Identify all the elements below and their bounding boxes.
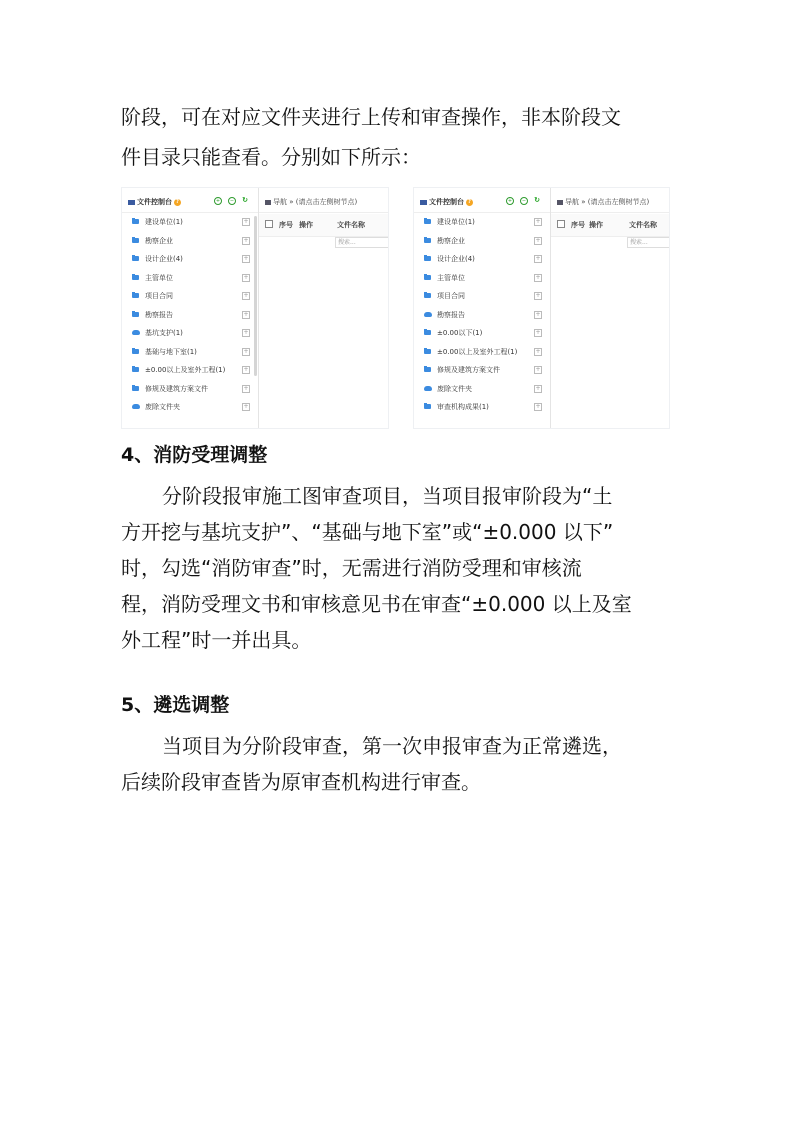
file-console-panel: [414, 188, 551, 428]
folder-icon: [424, 238, 431, 243]
folder-icon: [132, 312, 139, 317]
nav-label: 导航: [273, 198, 287, 206]
tree-item[interactable]: [122, 251, 258, 270]
file-console-panel: [122, 188, 259, 428]
tree-item[interactable]: [414, 214, 550, 233]
folder-icon: [424, 275, 431, 280]
folder-icon: [424, 404, 431, 409]
expand-node-icon[interactable]: +: [535, 273, 541, 281]
expand-node-icon[interactable]: +: [535, 218, 541, 225]
collapse-icon[interactable]: −: [521, 198, 527, 204]
expand-node-icon[interactable]: +: [535, 292, 541, 299]
help-icon[interactable]: ?: [466, 199, 473, 206]
expand-node-icon[interactable]: +: [243, 292, 249, 299]
tree-item[interactable]: [122, 307, 258, 326]
file-console-title-text: 文件控制台: [429, 198, 464, 206]
tree-item[interactable]: [122, 214, 258, 233]
section-4-line: 外工程”时一并出具。: [121, 628, 312, 652]
tree-item-label: 废除文件夹: [437, 384, 472, 393]
expand-node-icon[interactable]: +: [243, 347, 249, 355]
nav-icon: [265, 200, 271, 205]
tree-item-label: 基坑支护(1): [145, 329, 183, 337]
expand-node-icon[interactable]: +: [535, 347, 541, 355]
nav-label: 导航: [565, 198, 579, 206]
col-action: 操作: [589, 221, 603, 229]
file-list-panel: [259, 188, 388, 428]
file-console-title-text: 文件控制台: [137, 198, 172, 206]
tree-item[interactable]: [414, 251, 550, 270]
folder-icon: [424, 219, 431, 224]
refresh-icon[interactable]: ↻: [534, 196, 540, 204]
tree-item-label: 设计企业(4): [145, 255, 183, 263]
section-5-line: 后续阶段审查皆为原审查机构进行审查。: [121, 770, 481, 794]
cloud-icon: [132, 330, 140, 335]
tree-item[interactable]: [122, 325, 258, 344]
tree-item[interactable]: [414, 233, 550, 252]
expand-node-icon[interactable]: +: [243, 366, 249, 373]
tree-item[interactable]: [122, 344, 258, 363]
tree-item[interactable]: [414, 325, 550, 344]
section-4-body: [121, 478, 681, 658]
select-all-checkbox[interactable]: [265, 220, 273, 228]
collapse-icon[interactable]: −: [229, 198, 235, 204]
tree-item-label: ±0.00以下(1): [437, 329, 483, 337]
expand-node-icon[interactable]: +: [535, 329, 541, 336]
col-index: 序号: [571, 221, 585, 229]
tree-item-label: 项目合同: [437, 292, 465, 300]
folder-tree: [122, 214, 258, 418]
tree-item[interactable]: [122, 399, 258, 418]
scrollbar[interactable]: [254, 216, 257, 376]
expand-node-icon[interactable]: +: [243, 255, 249, 262]
tree-item[interactable]: [414, 307, 550, 326]
folder-icon: [424, 367, 431, 372]
tree-item[interactable]: [414, 399, 550, 418]
section-5-body: [121, 728, 681, 800]
toolbar: [208, 196, 248, 205]
tree-item-label: 设计企业(4): [437, 255, 475, 263]
tree-item-label: 基础与地下室(1): [145, 347, 197, 356]
nav-icon: [557, 200, 563, 205]
col-index: 序号: [279, 221, 293, 229]
expand-node-icon[interactable]: +: [243, 403, 249, 410]
expand-node-icon[interactable]: +: [535, 236, 541, 244]
folder-icon: [132, 238, 139, 243]
file-console-title: [420, 197, 473, 207]
folder-icon: [132, 367, 139, 372]
expand-node-icon[interactable]: +: [243, 273, 249, 281]
screenshot-right: [413, 187, 670, 429]
tree-item-label: 项目合同: [145, 292, 173, 300]
folder-icon: [424, 349, 431, 354]
section-5-heading: 5、遴选调整: [121, 694, 230, 716]
tree-item-label: 建设单位(1): [437, 218, 475, 226]
filename-search-input[interactable]: 搜索...: [335, 237, 389, 248]
nav-bar: [259, 188, 388, 213]
col-action: 操作: [299, 221, 313, 229]
nav-hint: (请点击左侧树节点): [587, 198, 650, 206]
folder-icon: [132, 293, 139, 298]
tree-item[interactable]: [414, 362, 550, 381]
tree-item-label: 审查机构成果(1): [437, 403, 489, 411]
tree-item-label: 修规及建筑方案文件: [145, 384, 208, 393]
refresh-icon[interactable]: ↻: [242, 196, 248, 204]
tree-item-label: 主管单位: [437, 273, 465, 282]
cloud-icon: [424, 386, 432, 391]
expand-node-icon[interactable]: +: [535, 255, 541, 262]
folder-icon: [132, 386, 139, 391]
expand-node-icon[interactable]: +: [535, 310, 541, 318]
table-header: [259, 214, 388, 237]
tree-item[interactable]: [414, 270, 550, 289]
help-icon[interactable]: ?: [174, 199, 181, 206]
filename-search-input[interactable]: 搜索...: [627, 237, 670, 248]
section-5-line: 当项目为分阶段审查，第一次申报审查为正常遴选，: [162, 734, 622, 758]
list-icon: [420, 200, 427, 205]
breadcrumb: [557, 197, 649, 207]
nav-separator: »: [289, 198, 294, 206]
tree-item[interactable]: [122, 381, 258, 400]
intro-paragraph: [121, 99, 681, 175]
section-4-line: 分阶段报审施工图审查项目，当项目报审阶段为“土: [162, 484, 613, 508]
expand-node-icon[interactable]: +: [535, 384, 541, 392]
nav-hint: (请点击左侧树节点): [295, 198, 358, 206]
toolbar: [500, 196, 540, 205]
file-console-title: [128, 197, 181, 207]
tree-item[interactable]: [414, 344, 550, 363]
tree-item-label: ±0.00以上及室外工程(1): [437, 347, 518, 356]
tree-item[interactable]: [122, 288, 258, 307]
intro-line-1: 阶段，可在对应文件夹进行上传和审查操作，非本阶段文: [121, 105, 621, 129]
section-4-heading: 4、消防受理调整: [121, 444, 268, 466]
folder-tree: [414, 214, 550, 418]
expand-icon[interactable]: +: [215, 198, 221, 204]
section-4-line: 时，勾选“消防审查”时，无需进行消防受理和审核流: [121, 556, 582, 580]
breadcrumb: [265, 197, 357, 207]
tree-item[interactable]: [122, 270, 258, 289]
tree-item[interactable]: [414, 288, 550, 307]
tree-item-label: 勘察报告: [437, 310, 465, 319]
expand-node-icon[interactable]: +: [243, 236, 249, 244]
file-console-header: [414, 188, 550, 213]
expand-node-icon[interactable]: +: [243, 384, 249, 392]
intro-line-2: 件目录只能查看。分别如下所示：: [121, 145, 421, 169]
tree-item[interactable]: [122, 233, 258, 252]
expand-node-icon[interactable]: +: [243, 218, 249, 225]
file-list-panel: [551, 188, 669, 428]
nav-separator: »: [581, 198, 586, 206]
expand-node-icon[interactable]: +: [243, 310, 249, 318]
cloud-icon: [132, 404, 140, 409]
tree-item-label: ±0.00以上及室外工程(1): [145, 366, 226, 374]
tree-item[interactable]: [414, 381, 550, 400]
tree-item-label: 修规及建筑方案文件: [437, 366, 500, 374]
col-filename: 文件名称: [337, 221, 365, 229]
select-all-checkbox[interactable]: [557, 220, 565, 228]
nav-bar: [551, 188, 669, 213]
expand-icon[interactable]: +: [507, 198, 513, 204]
folder-icon: [424, 293, 431, 298]
tree-item-label: 主管单位: [145, 273, 173, 282]
section-4-line: 方开挖与基坑支护”、“基础与地下室”或“±0.000 以下”: [121, 520, 614, 544]
tree-item-label: 建设单位(1): [145, 218, 183, 226]
tree-item[interactable]: [122, 362, 258, 381]
tree-item-label: 勘察企业: [145, 236, 173, 245]
expand-node-icon[interactable]: +: [535, 403, 541, 410]
folder-icon: [132, 349, 139, 354]
expand-node-icon[interactable]: +: [243, 329, 249, 336]
tree-item-label: 勘察报告: [145, 310, 173, 319]
folder-icon: [132, 256, 139, 261]
tree-item-label: 勘察企业: [437, 236, 465, 245]
folder-icon: [424, 256, 431, 261]
tree-item-label: 废除文件夹: [145, 403, 180, 411]
col-filename: 文件名称: [629, 221, 657, 229]
cloud-icon: [424, 312, 432, 317]
section-4-line: 程，消防受理文书和审核意见书在审查“±0.000 以上及室: [121, 592, 632, 616]
list-icon: [128, 200, 135, 205]
folder-icon: [424, 330, 431, 335]
screenshot-left: [121, 187, 389, 429]
file-console-header: [122, 188, 258, 213]
folder-icon: [132, 219, 139, 224]
table-header: [551, 214, 669, 237]
expand-node-icon[interactable]: +: [535, 366, 541, 373]
folder-icon: [132, 275, 139, 280]
